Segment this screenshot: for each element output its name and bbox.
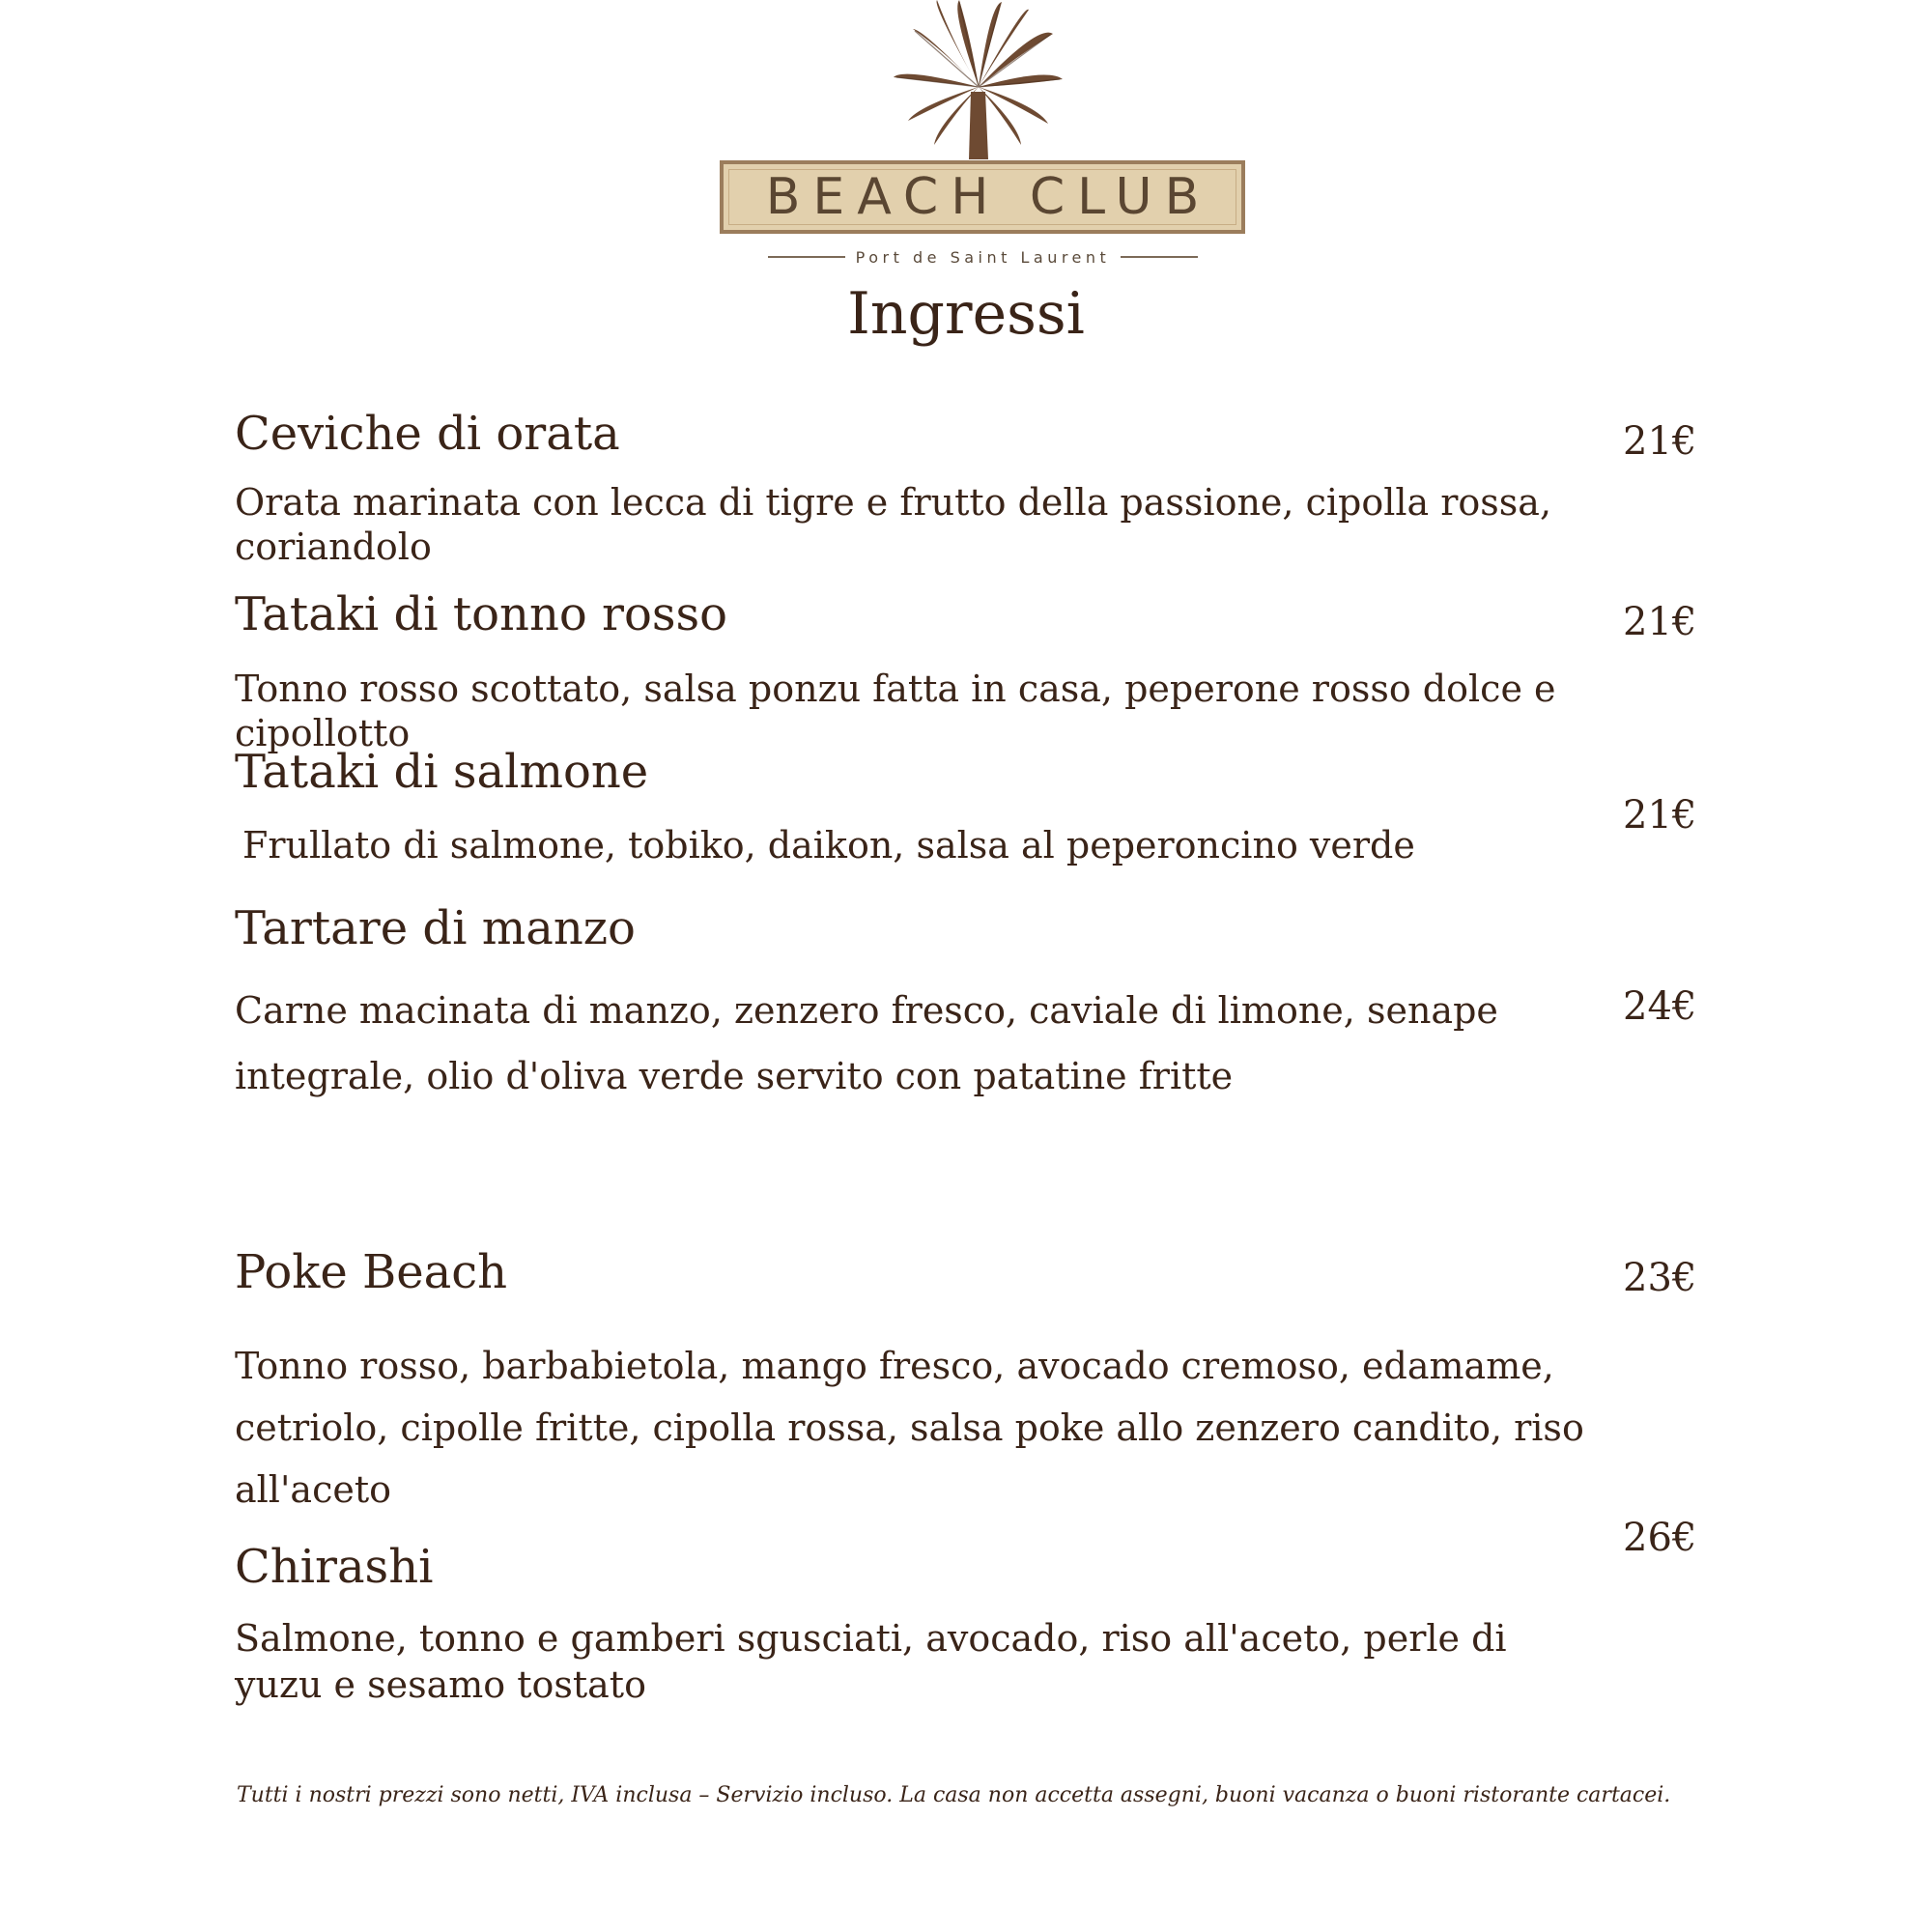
menu-item-price: 21€ (1623, 419, 1697, 464)
menu-item-name: Poke Beach (235, 1245, 508, 1299)
beach-club-logo (0, 0, 1932, 280)
section-title: Ingressi (847, 280, 1085, 348)
divider (1121, 256, 1198, 258)
footer-note: Tutti i nostri prezzi sono netti, IVA inclusa – Servizio incluso. La casa non accetta assegni, buoni vacanza o buoni ristorante cartacei. (237, 1783, 1671, 1807)
menu-item-name: Ceviche di orata (235, 407, 620, 461)
menu-item-price: 21€ (1623, 600, 1697, 644)
logo-title: BEACH CLUB (765, 168, 1212, 226)
logo-subtitle-row (768, 245, 1198, 269)
divider (768, 256, 845, 258)
menu-item-name: Tataki di tonno rosso (235, 587, 728, 641)
menu-item-description: Tonno rosso, barbabietola, mango fresco, avocado cremoso, edamame, cetriolo, cipolle fritte, cipolla rossa, salsa poke allo zenzero candito, riso all'aceto (235, 1345, 1584, 1511)
menu-item-description: Orata marinata con lecca di tigre e frutto della passione, cipolla rossa, coriandolo (235, 481, 1552, 569)
menu-item-description: Carne macinata di manzo, zenzero fresco, caviale di limone, senape integrale, olio d'oliva verde servito con patatine fritte (235, 989, 1498, 1097)
menu-item-price: 21€ (1623, 793, 1697, 838)
menu-item-name: Chirashi (235, 1540, 434, 1594)
logo-frame (720, 160, 1245, 234)
menu-item-price: 26€ (1623, 1516, 1697, 1560)
palm-tree-icon (894, 0, 1063, 159)
menu-item-price: 24€ (1623, 984, 1697, 1029)
logo-subtitle: Port de Saint Laurent (855, 247, 1111, 267)
menu-item-description: Frullato di salmone, tobiko, daikon, salsa al peperoncino verde (242, 824, 1415, 867)
menu-item-name: Tataki di salmone (235, 745, 649, 799)
menu-item-name: Tartare di manzo (235, 901, 636, 955)
menu-item-description: Salmone, tonno e gamberi sgusciati, avocado, riso all'aceto, perle di yuzu e sesamo tostato (235, 1617, 1507, 1706)
menu-item-description: Tonno rosso scottato, salsa ponzu fatta in casa, peperone rosso dolce e cipollotto (235, 668, 1556, 755)
menu-item-price: 23€ (1623, 1256, 1697, 1300)
